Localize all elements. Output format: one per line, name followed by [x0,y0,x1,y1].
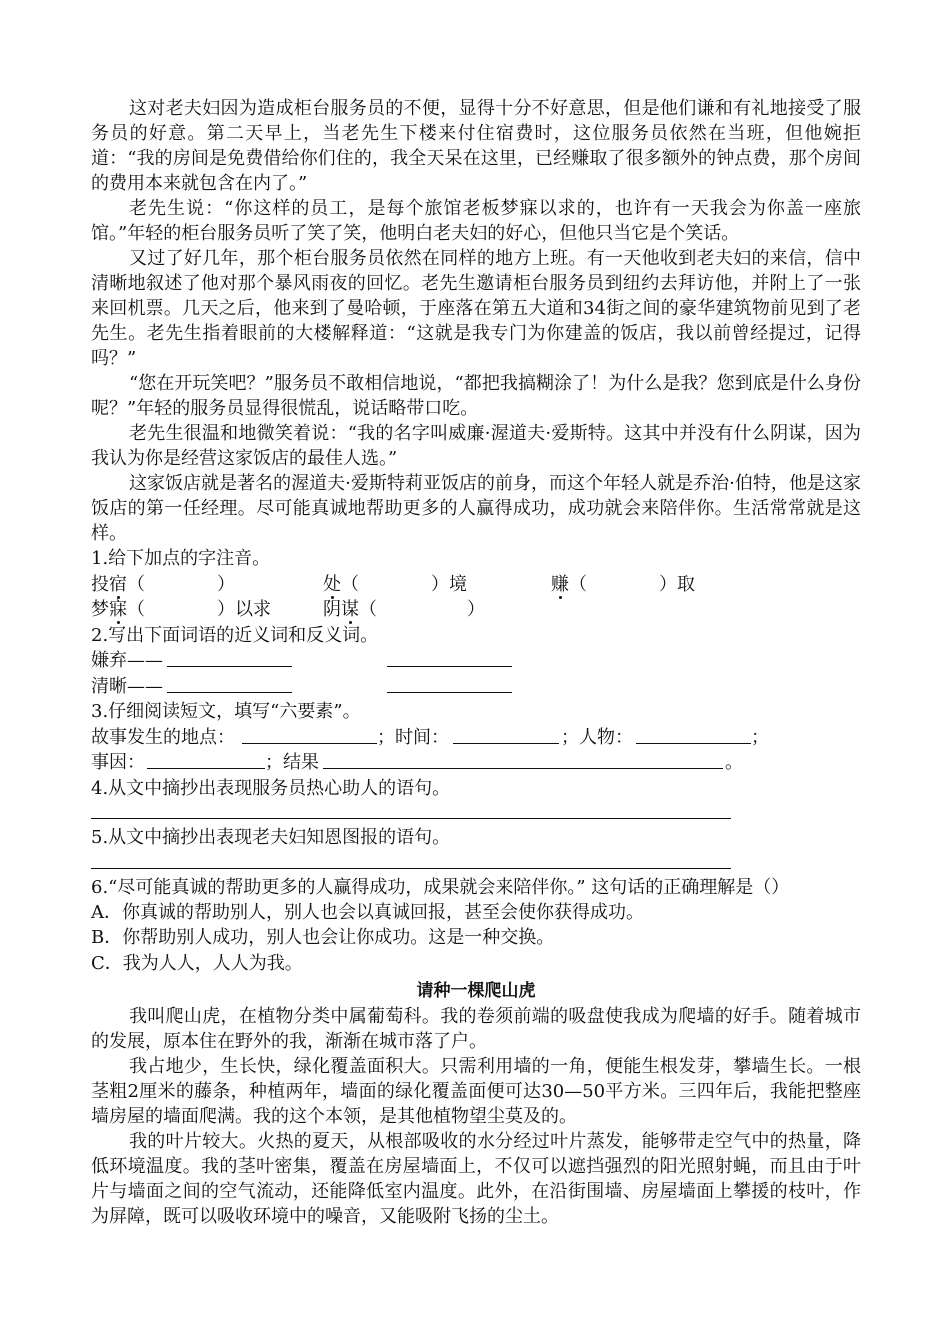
pinyin-item-1[interactable]: 投宿（ ） [91,573,235,595]
people-blank[interactable] [636,725,751,744]
word-row-2 [91,674,861,700]
pinyin-row-2 [91,597,861,623]
option-b[interactable]: B．你帮助别人成功，别人也会让你成功。这是一种交换。 [91,927,555,948]
worksheet-page [91,96,861,1229]
story-paragraph-6: 这家饭店就是著名的渥道夫·爱斯特莉亚饭店的前身，而这个年轻人就是乔治·伯特，他是这家饭店的第一任经理。尽可能真诚地帮助更多的人赢得成功，成功就会来陪伴你。生活常常就是这样。 [91,473,861,544]
word-label: 嫌弃—— [91,650,163,671]
answer-line-4[interactable] [91,801,731,819]
story-paragraph-1: 这对老夫妇因为造成柜台服务员的不便，显得十分不好意思，但是他们谦和有礼地接受了服务员的好意。第二天早上，当老先生下楼来付住宿费时，这位服务员依然在当班，但他婉拒道：“我的房间是免费借给你们住的，我全天呆在这里，已经赚取了很多额外的钟点费，那个房间的费用本来就包含在内了。” [91,98,861,194]
synonym-blank[interactable] [167,648,292,667]
pinyin-item-3[interactable]: 赚（ ）取 [551,573,695,595]
question-1 [91,546,861,623]
six-elements-row-1 [91,725,861,751]
story-paragraph-4: “您在开玩笑吧？”服务员不敢相信地说，“都把我搞糊涂了！为什么是我？您到底是什么身份呢？”年轻的服务员显得很慌乱，说话略带口吃。 [91,373,861,419]
six-elements-row-2 [91,750,861,776]
word-row-1 [91,648,861,674]
question-4 [91,776,861,820]
story-paragraph-2: 老先生说：“你这样的员工，是每个旅馆老板梦寐以求的，也许有一天我会为你盖一座旅馆。”年轻的柜台服务员听了笑了笑，他明白老夫妇的好心，但他只当它是个笑话。 [91,198,861,244]
question-5-prompt: 5.从文中摘抄出表现老夫妇知恩图报的语句。 [91,827,451,848]
question-3-prompt: 3.仔细阅读短文，填写“六要素”。 [91,701,361,722]
option-a[interactable]: A．你真诚的帮助别人，别人也会以真诚回报，甚至会使你获得成功。 [91,901,644,923]
question-1-prompt: 1.给下加点的字注音。 [91,548,271,569]
time-blank[interactable] [453,725,559,744]
question-4-prompt: 4.从文中摘抄出表现服务员热心助人的语句。 [91,777,451,799]
synonym-blank[interactable] [167,674,292,693]
question-6 [91,875,861,977]
option-c[interactable]: C．我为人人，人人为我。 [91,952,303,974]
word-label: 清晰—— [91,675,163,697]
question-2 [91,623,861,700]
pinyin-item-5[interactable]: 阴谋（ ） [323,599,485,620]
answer-line-5[interactable] [91,851,731,869]
article-2-paragraph-2: 我占地少，生长快，绿化覆盖面积大。只需利用墙的一角，便能生根发芽，攀墙生长。一根茎粗2厘米的藤条，种植两年，墙面的绿化覆盖面便可达30—50平方米。三四年后，我能把整座墙房屋的墙面爬满。我的这个本领，是其他植物望尘莫及的。 [91,1056,861,1127]
story-passage [91,96,861,546]
semicolon: ； [751,726,769,748]
place-label: 故事发生的地点： [91,726,235,748]
antonym-blank[interactable] [387,674,512,693]
result-label: ；结果 [265,752,319,773]
article-2-paragraph-3: 我的叶片较大。火热的夏天，从根部吸收的水分经过叶片蒸发，能够带走空气中的热量，降低环境温度。我的茎叶密集，覆盖在房屋墙面上，不仅可以遮挡强烈的阳光照射蝇，而且由于叶片与墙面之间的空气流动，还能降低室内温度。此外，在沿街围墙、房屋墙面上攀援的枝叶，作为屏障，既可以吸收环境中的噪音，又能吸附飞扬的尘土。 [91,1131,861,1227]
time-label: ；时间： [377,726,449,748]
cause-label: 事因： [91,752,145,773]
pinyin-item-4[interactable]: 梦寐（ ）以求 [91,599,271,620]
article-2-paragraph-1: 我叫爬山虎，在植物分类中属葡萄科。我的卷须前端的吸盘使我成为爬墙的好手。随着城市的发展，原本住在野外的我，渐渐在城市落了户。 [91,1006,861,1052]
antonym-blank[interactable] [387,648,512,667]
question-6-prompt: 6.“尽可能真诚的帮助更多的人赢得成功，成果就会来陪伴你。” 这句话的正确理解是（） [91,876,790,898]
result-blank[interactable] [323,750,723,769]
question-3 [91,699,861,776]
period: 。 [725,752,743,773]
cause-blank[interactable] [147,750,265,769]
place-blank[interactable] [242,725,377,744]
story-paragraph-3: 又过了好几年，那个柜台服务员依然在同样的地方上班。有一天他收到老夫妇的来信，信中清晰地叙述了他对那个暴风雨夜的回忆。老先生邀请柜台服务员到纽约去拜访他，并附上了一张来回机票。几天之后，他来到了曼哈顿，于座落在第五大道和34街之间的豪华建筑物前见到了老先生。老先生指着眼前的大楼解释道：“这就是我专门为你建盖的饭店，我以前曾经提过，记得吗？” [91,248,861,369]
article-2 [91,978,861,1229]
pinyin-row-1 [91,572,861,598]
story-paragraph-5: 老先生很温和地微笑着说：“我的名字叫威廉·渥道夫·爱斯特。这其中并没有什么阴谋，因为我认为你是经营这家饭店的最佳人选。” [91,423,861,469]
pinyin-item-2[interactable]: 处（ ）境 [323,573,467,595]
article-2-title: 请种一棵爬山虎 [416,981,536,1001]
people-label: ；人物： [561,726,633,748]
question-5 [91,825,861,869]
question-2-prompt: 2.写出下面词语的近义词和反义词。 [91,624,379,646]
